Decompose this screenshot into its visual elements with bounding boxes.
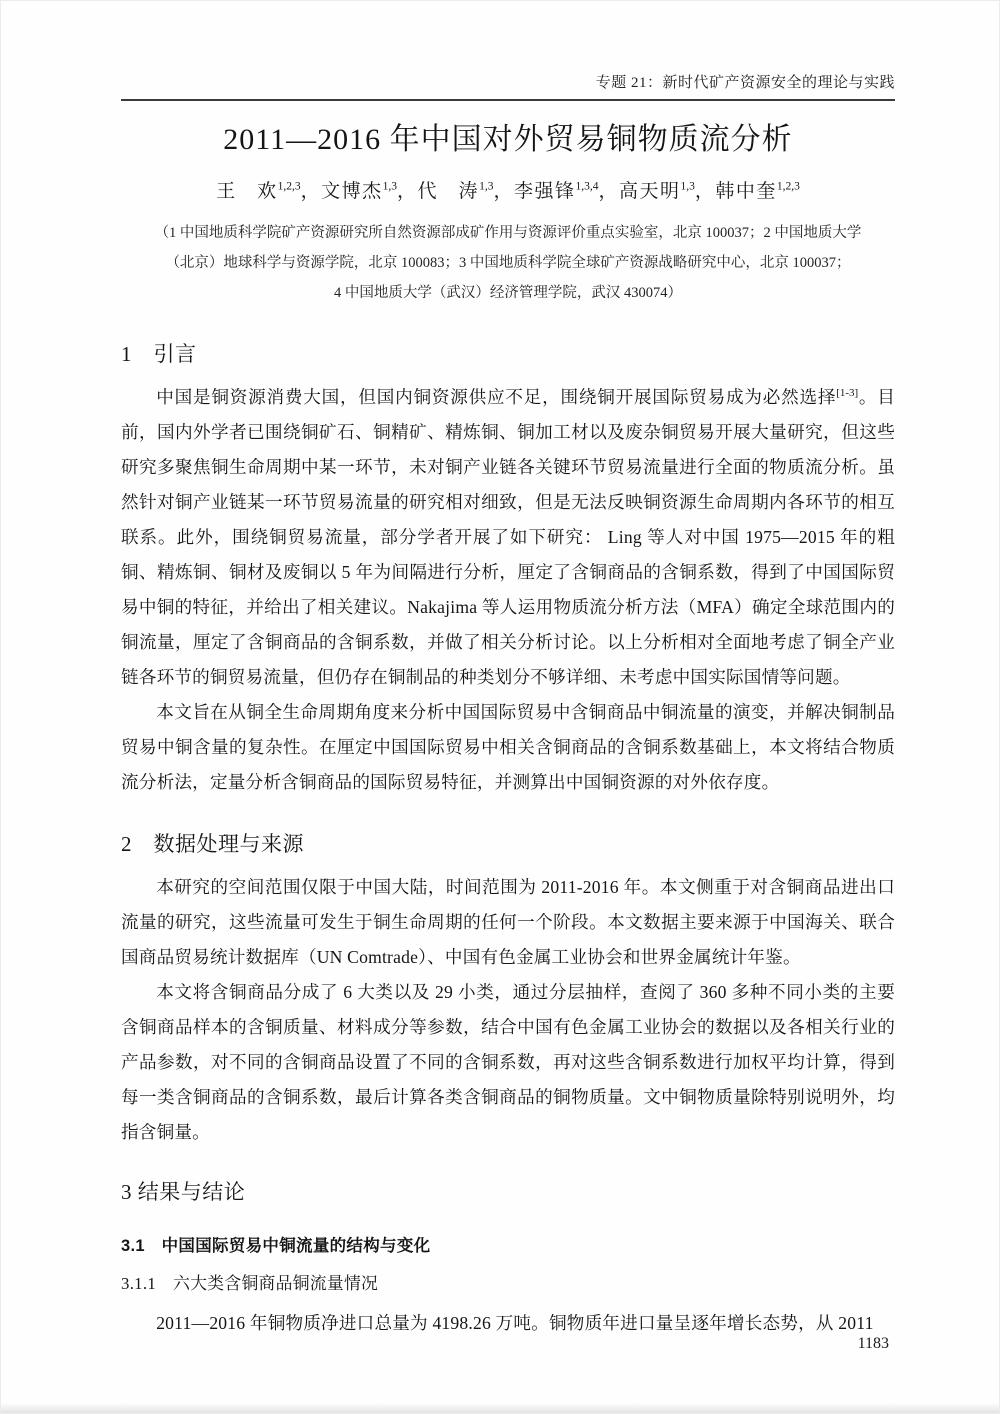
paragraph: 本文旨在从铜全生命周期角度来分析中国国际贸易中含铜商品中铜流量的演变，并解决铜制品贸易中铜含量的复杂性。在厘定中国国际贸易中相关含铜商品的含铜系数基础上，本文将结合物质流分析法，定量分析含铜商品的国际贸易特征，并测算出中国铜资源的对外依存度。 — [121, 702, 895, 792]
running-head: 专题 21：新时代矿产资源安全的理论与实践 — [595, 75, 895, 91]
paragraph: 本研究的空间范围仅限于中国大陆，时间范围为 2011-2016 年。本文侧重于对含铜商品进出口流量的研究，这些流量可发生于铜生命周期的任何一个阶段。本文数据主要来源于中国海关、联合国商品贸易统计数据库（UN Comtrade）、中国有色金属工业协会和世界金属统计年鉴。 — [121, 877, 895, 967]
paragraph: 本文将含铜商品分成了 6 大类以及 29 小类，通过分层抽样，查阅了 360 多种不同小类的主要含铜商品样本的含铜质量、材料成分等参数，结合中国有色金属工业协会的数据以及各相关行业的产品参数，对不同的含铜商品设置了不同的含铜系数，再对这些含铜系数进行加权平均计算，得到每一类含铜商品的含铜系数，最后计算各类含铜商品的铜物质量。文中铜物质量除特别说明外，均指含铜量。 — [121, 982, 895, 1142]
header-rule-divider — [121, 99, 895, 101]
section-1-body — [121, 380, 895, 800]
authors-line: 王 欢$^{1,2,3}$，文博杰$^{1,3}$，代 涛$^{1,3}$，李强锋$^{1,3,4}$，高天明$^{1,3}$，韩中奎$^{1,2,3}$ — [216, 180, 800, 202]
affiliation-line: （北京）地球科学与资源学院，北京 100083；3 中国地质科学院全球矿产资源战略研究中心，北京 100037； — [165, 255, 851, 271]
page-content — [121, 1, 895, 1341]
affiliation-line: （1 中国地质科学院矿产资源研究所自然资源部成矿作用与资源评价重点实验室，北京 100037；2 中国地质大学 — [154, 225, 862, 241]
affiliation-line: 4 中国地质大学（武汉）经济管理学院，武汉 430074） — [334, 285, 682, 301]
section-3-body — [121, 1306, 895, 1341]
paragraph: 2011—2016 年铜物质净进口总量为 4198.26 万吨。铜物质年进口量呈逐年增长态势，从 2011 — [156, 1313, 874, 1333]
subsection-heading-3-1-1: 3.1.1 六大类含铜商品铜流量情况 — [121, 1274, 379, 1293]
subsection-heading-3-1: 3.1 中国国际贸易中铜流量的结构与变化 — [121, 1237, 431, 1255]
section-heading-results: 3 结果与结论 — [121, 1180, 246, 1204]
section-heading-data-processing: 2 数据处理与来源 — [121, 832, 304, 856]
section-2-body — [121, 870, 895, 1150]
affiliations-block — [121, 218, 895, 308]
paragraph: 中国是铜资源消费大国，但国内铜资源供应不足，围绕铜开展国际贸易成为必然选择[1-3]。目前，国内外学者已围绕铜矿石、铜精矿、精炼铜、铜加工材以及废杂铜贸易开展大量研究，但这些研究多聚焦铜生命周期中某一环节，未对铜产业链各关键环节贸易流量进行全面的物质流分析。虽然针对铜产业链某一环节贸易流量的研究相对细致，但是无法反映铜资源生命周期内各环节的相互联系。此外，围绕铜贸易流量，部分学者开展了如下研究： Ling 等人对中国 1975—2015 年的粗铜、精炼铜、铜材及废铜以 5 年为间隔进行分析，厘定了含铜商品的含铜系数，得到了中国国际贸易中铜的特征，并给出了相关建议。Nakajima 等人运用物质流分析方法（MFA）确定全球范围内的铜流量，厘定了含铜商品的含铜系数，并做了相关分析讨论。以上分析相对全面地考虑了铜全产业链各环节的铜贸易流量，但仍存在铜制品的种类划分不够详细、未考虑中国实际国情等问题。 — [121, 387, 895, 687]
paper-title: 2011—2016 年中国对外贸易铜物质流分析 — [223, 123, 793, 156]
page-number: 1183 — [857, 1335, 889, 1352]
section-heading-introduction: 1 引言 — [121, 342, 197, 366]
